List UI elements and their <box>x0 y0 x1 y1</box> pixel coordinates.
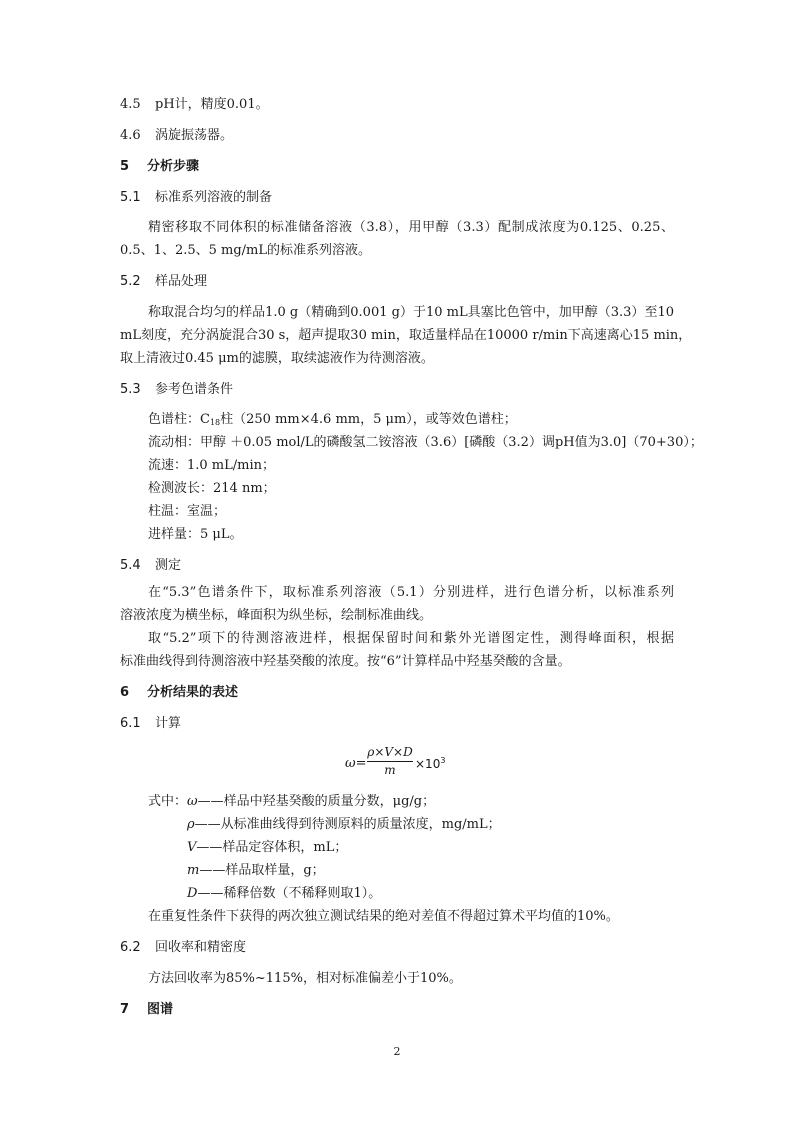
item-4-6 <box>120 127 233 145</box>
formula-denominator: m <box>384 763 396 777</box>
injection-volume-condition: 进样量：5 μL。 <box>148 527 243 542</box>
recovery-statement: 方法回收率为85%~115%，相对标准偏差小于10%。 <box>148 971 462 986</box>
repeatability-statement: 在重复性条件下获得的两次独立测试结果的绝对差值不得超过算术平均值的10%。 <box>148 909 619 924</box>
clause-number: 5.4 <box>120 558 141 573</box>
paragraph-line: 在“5.3”色谱条件下，取标准系列溶液（5.1）分别进样，进行色谱分析，以标准系列 <box>148 585 674 600</box>
variable-description: ——样品中羟基癸酸的质量分数，μg/g； <box>197 794 436 809</box>
section-number: 5 <box>120 159 130 174</box>
flow-rate-condition: 流速：1.0 mL/min； <box>148 458 276 473</box>
paragraph-line: 称取混合均匀的样品1.0 g（精确到0.001 g）于10 mL具塞比色管中，加甲醇（3.3）至10 <box>148 305 674 320</box>
variable-description: ——样品定容体积，mL； <box>196 840 348 855</box>
clause-number: 5.2 <box>120 274 141 289</box>
column-temperature-condition: 柱温：室温； <box>148 504 227 519</box>
section-7-heading <box>120 1001 173 1019</box>
paragraph-line: 取上清液过0.45 μm的滤膜，取续滤液作为待测溶液。 <box>120 351 434 366</box>
variable-symbol: D <box>187 886 198 901</box>
section-6-heading <box>120 684 238 702</box>
section-title: 图谱 <box>147 1002 174 1017</box>
formula-times: ×10 <box>415 757 441 771</box>
variable-symbol: V <box>187 840 197 855</box>
paragraph-line: 标准曲线得到待测溶液中羟基癸酸的浓度。按“6”计算样品中羟基癸酸的含量。 <box>120 654 571 669</box>
section-title: 分析结果的表述 <box>147 685 239 700</box>
clause-title: 测定 <box>155 558 182 573</box>
clause-title: 参考色谱条件 <box>155 382 234 397</box>
paragraph-line: mL刻度，充分涡旋混合30 s，超声提取30 min，取适量样品在10000 r/min下高速离心15 min， <box>120 328 692 343</box>
section-number: 6 <box>120 685 130 700</box>
clause-number: 4.6 <box>120 128 141 143</box>
mobile-phase-condition: 流动相：甲醇 ＋0.05 mol/L的磷酸氢二铵溶液（3.6）[磷酸（3.2）调pH值为3.0]（70+30）； <box>148 435 703 450</box>
clause-number: 6.1 <box>120 716 141 731</box>
column-label: 色谱柱：C <box>148 412 210 427</box>
formula-exponent: 3 <box>440 756 446 765</box>
column-subscript: 18 <box>209 418 221 427</box>
column-condition <box>148 411 517 432</box>
variable-definition <box>148 793 435 811</box>
variable-symbol: ω <box>187 794 198 809</box>
clause-6-1-heading <box>120 715 181 733</box>
variable-definition <box>187 862 325 880</box>
variable-description: ——稀释倍数（不稀释则取1）。 <box>197 886 382 901</box>
column-spec: 柱（250 mm×4.6 mm，5 μm），或等效色谱柱； <box>220 412 517 427</box>
variable-description: ——样品取样量，g； <box>199 863 325 878</box>
paragraph-line: 精密移取不同体积的标准储备溶液（3.8），用甲醇（3.3）配制成浓度为0.125、0.25、 <box>148 220 674 235</box>
clause-5-2-heading <box>120 273 207 291</box>
formula-numerator: ρ×V×D <box>367 745 413 762</box>
section-5-heading <box>120 158 199 176</box>
clause-6-2-heading <box>120 939 246 957</box>
clause-title: 计算 <box>155 716 182 731</box>
formula-fraction <box>367 745 413 778</box>
variable-definition <box>187 816 501 834</box>
clause-text: 涡旋振荡器。 <box>155 128 234 143</box>
clause-number: 5.1 <box>120 190 141 205</box>
clause-5-4-heading <box>120 557 181 575</box>
clause-5-1-heading <box>120 189 272 207</box>
clause-5-3-heading <box>120 381 233 399</box>
paragraph-line: 取“5.2”项下的待测溶液进样，根据保留时间和紫外光谱图定性，测得峰面积，根据 <box>148 631 674 646</box>
clause-text: pH计，精度0.01。 <box>155 97 269 112</box>
formula-multiplier <box>415 756 445 771</box>
paragraph-line: 溶液浓度为横坐标，峰面积为纵坐标，绘制标准曲线。 <box>120 608 433 623</box>
clause-number: 4.5 <box>120 97 141 112</box>
page-number: 2 <box>393 1045 401 1058</box>
variable-definition <box>187 885 381 903</box>
clause-number: 5.3 <box>120 382 141 397</box>
clause-title: 标准系列溶液的制备 <box>155 190 273 205</box>
formula-lhs: ω= <box>345 756 367 771</box>
variable-symbol: ρ <box>187 817 195 832</box>
variable-symbol: m <box>187 863 200 878</box>
section-number: 7 <box>120 1002 130 1017</box>
section-title: 分析步骤 <box>147 159 200 174</box>
where-prefix: 式中： <box>148 794 188 809</box>
item-4-5 <box>120 96 269 114</box>
clause-title: 回收率和精密度 <box>155 940 247 955</box>
wavelength-condition: 检测波长：214 nm； <box>148 481 276 496</box>
paragraph-line: 0.5、1、2.5、5 mg/mL的标准系列溶液。 <box>120 243 372 258</box>
variable-definition <box>187 839 347 857</box>
clause-number: 6.2 <box>120 940 141 955</box>
variable-description: ——从标准曲线得到待测原料的质量浓度，mg/mL； <box>194 817 501 832</box>
clause-title: 样品处理 <box>155 274 208 289</box>
